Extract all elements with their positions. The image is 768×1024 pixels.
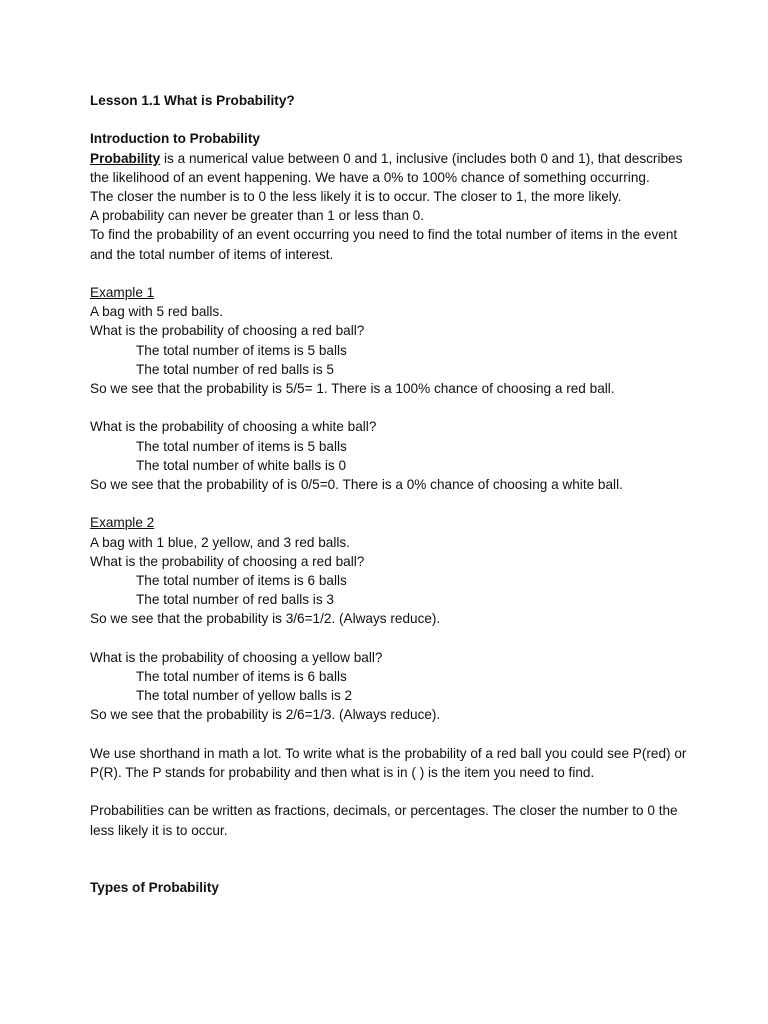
example-2-q2-step-2: The total number of yellow balls is 2 xyxy=(136,688,353,704)
definition-text: is a numerical value between 0 and 1, inclusive (includes both 0 and 1), that describes the likelihood of an event happening. We have a 0% to 100% chance of something occurring. xyxy=(90,150,683,185)
intro-line-2: The closer the number is to 0 the less likely it is to occur. The closer to 1, the more likely. xyxy=(90,189,622,204)
lesson-title: Lesson 1.1 What is Probability? xyxy=(90,93,295,108)
example-1-q1-step-1: The total number of items is 5 balls xyxy=(136,342,347,358)
formats-paragraph: Probabilities can be written as fractions, decimals, or percentages. The closer the number to 0 the less likely it is to occur. xyxy=(90,803,678,838)
example-1-q1-conclusion: So we see that the probability is 5/5= 1. There is a 100% chance of choosing a red ball. xyxy=(90,381,615,397)
example-1-title: Example 1 xyxy=(90,285,155,300)
types-heading: Types of Probability xyxy=(90,880,219,896)
example-1-setup: A bag with 5 red balls. xyxy=(90,304,223,320)
intro-heading: Introduction to Probability xyxy=(90,131,260,147)
example-1-q2-question: What is the probability of choosing a white ball? xyxy=(90,419,377,435)
example-2-q2-step-1: The total number of items is 6 balls xyxy=(136,669,347,685)
example-1-q2-step-1: The total number of items is 5 balls xyxy=(136,438,347,454)
example-2-setup: A bag with 1 blue, 2 yellow, and 3 red balls. xyxy=(90,534,350,550)
example-1-q1-question: What is the probability of choosing a red ball? xyxy=(90,323,365,339)
intro-line-3: A probability can never be greater than 1 or less than 0. xyxy=(90,208,425,224)
example-2-q1-question: What is the probability of choosing a red ball? xyxy=(90,553,365,569)
probability-definition xyxy=(90,149,690,187)
example-2-title: Example 2 xyxy=(90,515,155,531)
example-2-q1-step-1: The total number of items is 6 balls xyxy=(136,573,347,589)
probability-term: Probability xyxy=(90,150,161,166)
example-2-q2-conclusion: So we see that the probability is 2/6=1/3. (Always reduce). xyxy=(90,707,441,723)
document-page xyxy=(90,91,690,897)
example-1-q2-step-2: The total number of white balls is 0 xyxy=(136,457,347,473)
example-2-q2-question: What is the probability of choosing a yellow ball? xyxy=(90,649,383,665)
example-2-q1-step-2: The total number of red balls is 3 xyxy=(136,592,334,608)
shorthand-paragraph: We use shorthand in math a lot. To write what is the probability of a red ball you could see P(red) or P(R). The P stands for probability and then what is in ( ) is the item you need to find. xyxy=(90,745,687,781)
example-1-q2-conclusion: So we see that the probability of is 0/5=0. There is a 0% chance of choosing a white ball. xyxy=(90,477,623,493)
example-1-q1-step-2: The total number of red balls is 5 xyxy=(136,361,334,377)
intro-line-4: To find the probability of an event occurring you need to find the total number of items in the event and the total number of items of interest. xyxy=(90,227,678,262)
example-2-q1-conclusion: So we see that the probability is 3/6=1/2. (Always reduce). xyxy=(90,611,441,627)
